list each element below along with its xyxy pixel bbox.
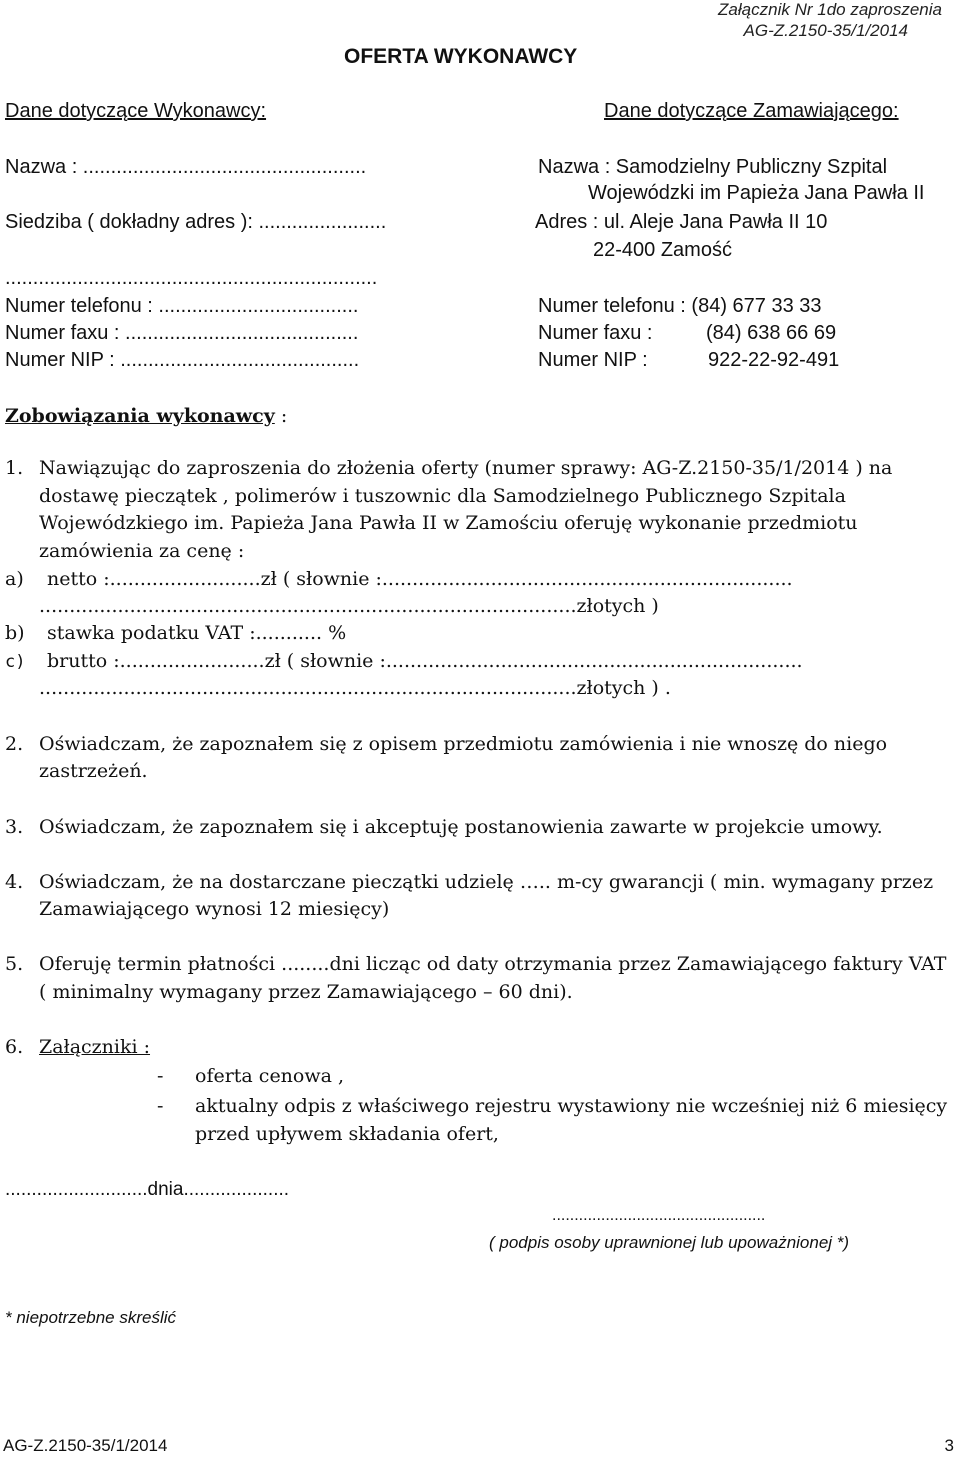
annex-label: Załącznik Nr 1do zaproszenia	[718, 0, 942, 19]
footer-reference: AG-Z.2150-35/1/2014	[3, 1436, 168, 1455]
item-1b-label: b)	[5, 622, 25, 644]
item-1-number: 1.	[5, 457, 24, 479]
item-5-line2: ( minimalny wymagany przez Zamawiającego – 60 dni).	[39, 981, 573, 1003]
reference-number: AG-Z.2150-35/1/2014	[743, 21, 908, 40]
client-nip-value: 922-22-92-491	[708, 349, 840, 371]
obligations-heading	[5, 407, 287, 426]
net-price-words-continuation: .........................................................................................złotych )	[39, 595, 659, 617]
item-4-line2: Zamawiającego wynosi 12 miesięcy)	[39, 898, 390, 920]
item-1-line4: zamówienia za cenę :	[39, 540, 245, 562]
item-2-line1: Oświadczam, że zapoznałem się z opisem przedmiotu zamówienia i nie wnoszę do niego	[39, 733, 888, 755]
attachment-1: oferta cenowa ,	[195, 1065, 345, 1087]
contractor-phone-field: Numer telefonu : ....................................	[5, 295, 359, 317]
signature-caption: ( podpis osoby uprawnionej lub upoważnionej *)	[489, 1233, 850, 1252]
contractor-name-field: Nazwa : ...................................................	[5, 156, 367, 178]
item-3-line1: Oświadczam, że zapoznałem się i akceptuję postanowienia zawarte w projekcie umowy.	[39, 816, 883, 838]
obligations-heading-colon: :	[280, 405, 288, 427]
attachments-label: Załączniki :	[39, 1036, 151, 1058]
item-2-number: 2.	[5, 733, 24, 755]
client-name-line2: Wojewódzki im Papieża Jana Pawła II	[588, 182, 925, 204]
page-title: OFERTA WYKONAWCY	[344, 45, 578, 68]
client-phone: Numer telefonu : (84) 677 33 33	[538, 295, 822, 317]
contractor-nip-field: Numer NIP : ...........................................	[5, 349, 360, 371]
item-4-line1: Oświadczam, że na dostarczane pieczątki udzielę ….. m-cy gwarancji ( min. wymagany przez	[39, 871, 934, 893]
item-1-line3: Wojewódzkiego im. Papieża Jana Pawła II w Zamościu oferuję wykonanie przedmiotu	[39, 512, 858, 534]
item-2-line2: zastrzeżeń.	[39, 760, 148, 782]
page-number: 3	[944, 1436, 954, 1455]
attachment-2-bullet: -	[157, 1095, 164, 1117]
item-4-number: 4.	[5, 871, 24, 893]
contractor-seat-continuation: ...................................................................	[5, 267, 378, 289]
item-6-number: 6.	[5, 1036, 24, 1058]
contractor-seat-field: Siedziba ( dokładny adres ): .......................	[5, 211, 387, 233]
attachment-2-line2: przed upływem składania ofert,	[195, 1123, 499, 1145]
client-heading: Dane dotyczące Zamawiającego:	[604, 100, 899, 122]
client-fax-value: (84) 638 66 69	[706, 322, 837, 344]
vat-rate-field: stawka podatku VAT :........... %	[47, 622, 347, 644]
net-price-field: netto :.........................zł ( słownie :....................................................................	[47, 568, 793, 590]
item-5-number: 5.	[5, 953, 24, 975]
obligations-heading-text: Zobowiązania wykonawcy	[5, 405, 275, 427]
client-address-line2: 22-400 Zamość	[593, 239, 732, 261]
attachment-1-bullet: -	[157, 1065, 164, 1087]
gross-price-words-continuation: .........................................................................................złotych ) .	[39, 677, 671, 699]
attachment-2-line1: aktualny odpis z właściwego rejestru wystawiony nie wcześniej niż 6 miesięcy	[195, 1095, 948, 1117]
item-5-line1: Oferuję termin płatności ........dni licząc od daty otrzymania przez Zamawiającego faktury VAT	[39, 953, 947, 975]
item-3-number: 3.	[5, 816, 24, 838]
item-1c-label: c)	[5, 652, 26, 672]
contractor-fax-field: Numer faxu : ..........................................	[5, 322, 359, 344]
gross-price-field: brutto :........................zł ( słownie :.....................................................................	[47, 650, 803, 672]
item-1a-label: a)	[5, 568, 24, 590]
item-1-line1: Nawiązując do zaproszenia do złożenia oferty (numer sprawy: AG-Z.2150-35/1/2014 ) na	[39, 457, 893, 479]
item-1-line2: dostawę pieczątek , polimerów i tuszownic dla Samodzielnego Publicznego Szpitala	[39, 485, 846, 507]
place-date-line: ...........................dnia....................	[5, 1179, 290, 1200]
contractor-heading: Dane dotyczące Wykonawcy:	[5, 100, 267, 122]
client-address-line1: Adres : ul. Aleje Jana Pawła II 10	[535, 211, 828, 233]
footnote: * niepotrzebne skreślić	[5, 1308, 177, 1327]
client-nip-label: Numer NIP :	[538, 349, 648, 371]
signature-line: ................................................	[552, 1207, 766, 1224]
client-name-line1: Nazwa : Samodzielny Publiczny Szpital	[538, 156, 888, 178]
client-fax-label: Numer faxu :	[538, 322, 653, 344]
